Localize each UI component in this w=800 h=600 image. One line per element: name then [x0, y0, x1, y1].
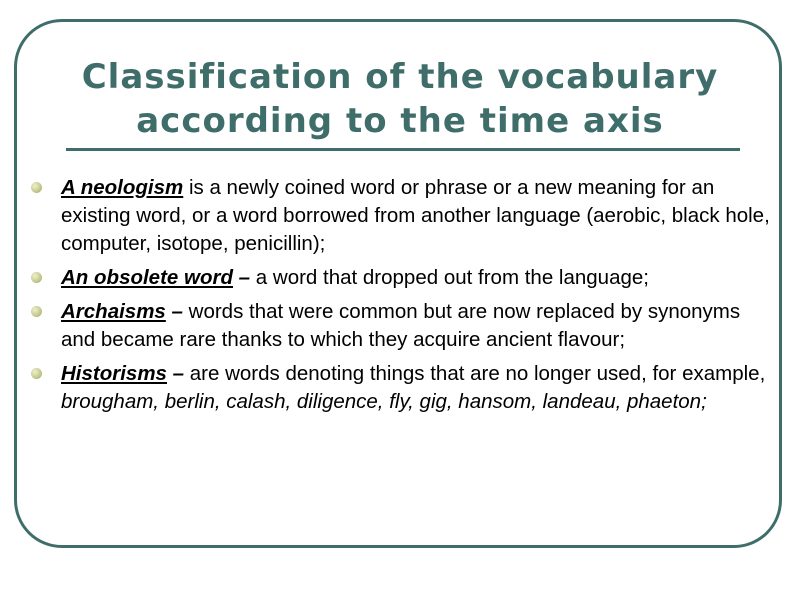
definition-text: a word that dropped out from the language;: [250, 266, 649, 289]
bullet-item-archaisms: [30, 298, 775, 354]
term-label: A neologism: [61, 176, 184, 199]
bullet-dot-icon: [31, 182, 42, 193]
term-label: Historisms –: [61, 362, 185, 385]
slide-title: Classification of the vocabulary according to the time axis: [81, 57, 719, 141]
title-divider: [66, 148, 740, 151]
bullet-item-historisms: [30, 360, 775, 416]
bullet-list: [30, 174, 775, 416]
definition-text: words that were common but are now replaced by synonyms and became rare thanks to which they acquire ancient flavour;: [61, 300, 741, 351]
bullet-item-neologism: [30, 174, 775, 258]
bullet-dot-icon: [31, 272, 42, 283]
term-label: Archaisms –: [61, 300, 183, 323]
definition-text: are words denoting things that are no longer used, for example,: [184, 362, 766, 385]
bullet-dot-icon: [31, 306, 42, 317]
bullet-dot-icon: [31, 368, 42, 379]
term-label: An obsolete word –: [61, 266, 251, 289]
slide-content: [30, 174, 775, 422]
definition-text: is a newly coined word or phrase or a new meaning for an existing word, or a word borrowed from another language (aerobic, black hole, computer, isotope, penicillin);: [61, 176, 770, 255]
example-words: brougham, berlin, calash, diligence, fly, gig, hansom, landeau, phaeton;: [61, 390, 707, 413]
bullet-item-obsolete-word: [30, 264, 775, 292]
